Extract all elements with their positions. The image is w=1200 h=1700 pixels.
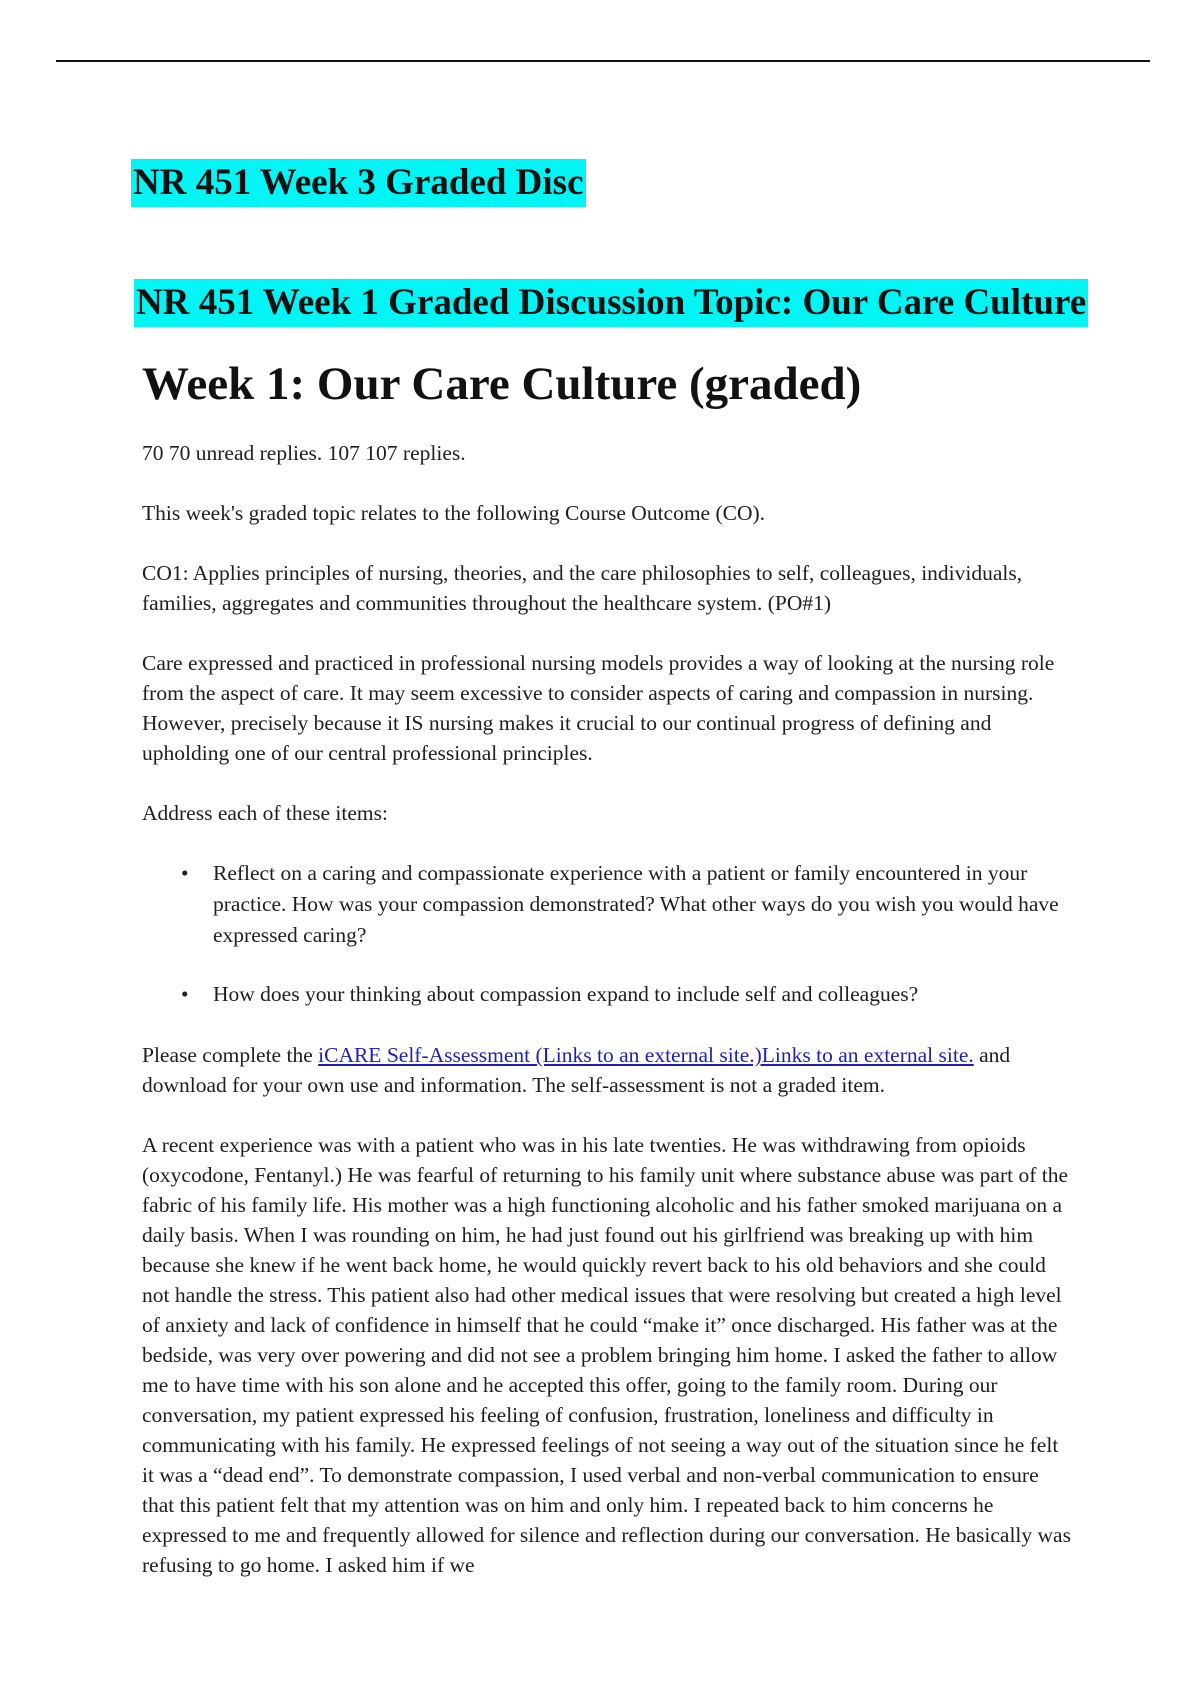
top-rule xyxy=(56,60,1150,62)
highlighted-heading-week3: NR 451 Week 3 Graded Disc xyxy=(131,159,586,207)
highlighted-heading-week1: NR 451 Week 1 Graded Discussion Topic: Our Care Culture xyxy=(134,279,1088,327)
page-title: Week 1: Our Care Culture (graded) xyxy=(142,358,862,410)
self-assessment-suffix: and download for your own use and information. The self-assessment is not a graded item. xyxy=(142,1043,1011,1097)
list-item-text: How does your thinking about compassion expand to include self and colleagues? xyxy=(213,982,919,1006)
experience-paragraph: A recent experience was with a patient who was in his late twenties. He was withdrawing from opioids (oxycodone, Fentanyl.) He was fearful of returning to his family unit where substance abuse was part of the fabric of his family life. His mother was a high functioning alcoholic and his father smoked marijuana on a daily basis. When I was rounding on him, he had just found out his girlfriend was breaking up with him because she knew if he went back home, he would quickly revert back to his old behaviors and she could not handle the stress. This patient also had other medical issues that were resolving but created a high level of anxiety and lack of confidence in himself that he could “make it” once discharged. His father was at the bedside, was very over powering and did not see a problem bringing him home. I asked the father to allow me to have time with his son alone and he accepted this offer, going to the family room. During our conversation, my patient expressed his feeling of confusion, frustration, loneliness and difficulty in communicating with his family. He expressed feelings of not seeing a way out of the situation since he felt it was a “dead end”. To demonstrate compassion, I used verbal and non-verbal communication to ensure that this patient felt that my attention was on him and only him. I repeated back to him concerns he expressed to me and frequently allowed for silence and reflection during our conversation. He basically was refusing to go home. I asked him if we xyxy=(142,1133,1071,1577)
list-item xyxy=(142,858,1072,951)
self-assessment-paragraph xyxy=(142,1040,1072,1100)
list-item xyxy=(142,979,1072,1010)
document-body xyxy=(142,352,1072,1580)
replies-count: 70 70 unread replies. 107 107 replies. xyxy=(142,441,466,465)
icare-self-assessment-link[interactable]: iCARE Self-Assessment (Links to an external site.)Links to an external site. xyxy=(318,1043,974,1067)
task-list xyxy=(142,858,1072,1010)
course-outcome-paragraph: CO1: Applies principles of nursing, theories, and the care philosophies to self, colleagues, individuals, families, aggregates and communities throughout the healthcare system. (PO#1) xyxy=(142,561,1023,615)
bullet-icon: • xyxy=(181,982,189,1006)
intro-paragraph: This week's graded topic relates to the following Course Outcome (CO). xyxy=(142,501,766,525)
care-paragraph: Care expressed and practiced in professional nursing models provides a way of looking at the nursing role from the aspect of care. It may seem excessive to consider aspects of caring and compassion in nursing. However, precisely because it IS nursing makes it crucial to our continual progress of defining and upholding one of our central professional principles. xyxy=(142,651,1055,765)
bullet-icon: • xyxy=(181,861,189,885)
list-item-text: Reflect on a caring and compassionate experience with a patient or family encountered in your practice. How was your compassion demonstrated? What other ways do you wish you would have expressed caring? xyxy=(213,861,1059,947)
address-label: Address each of these items: xyxy=(142,801,388,825)
self-assessment-prefix: Please complete the xyxy=(142,1043,319,1067)
